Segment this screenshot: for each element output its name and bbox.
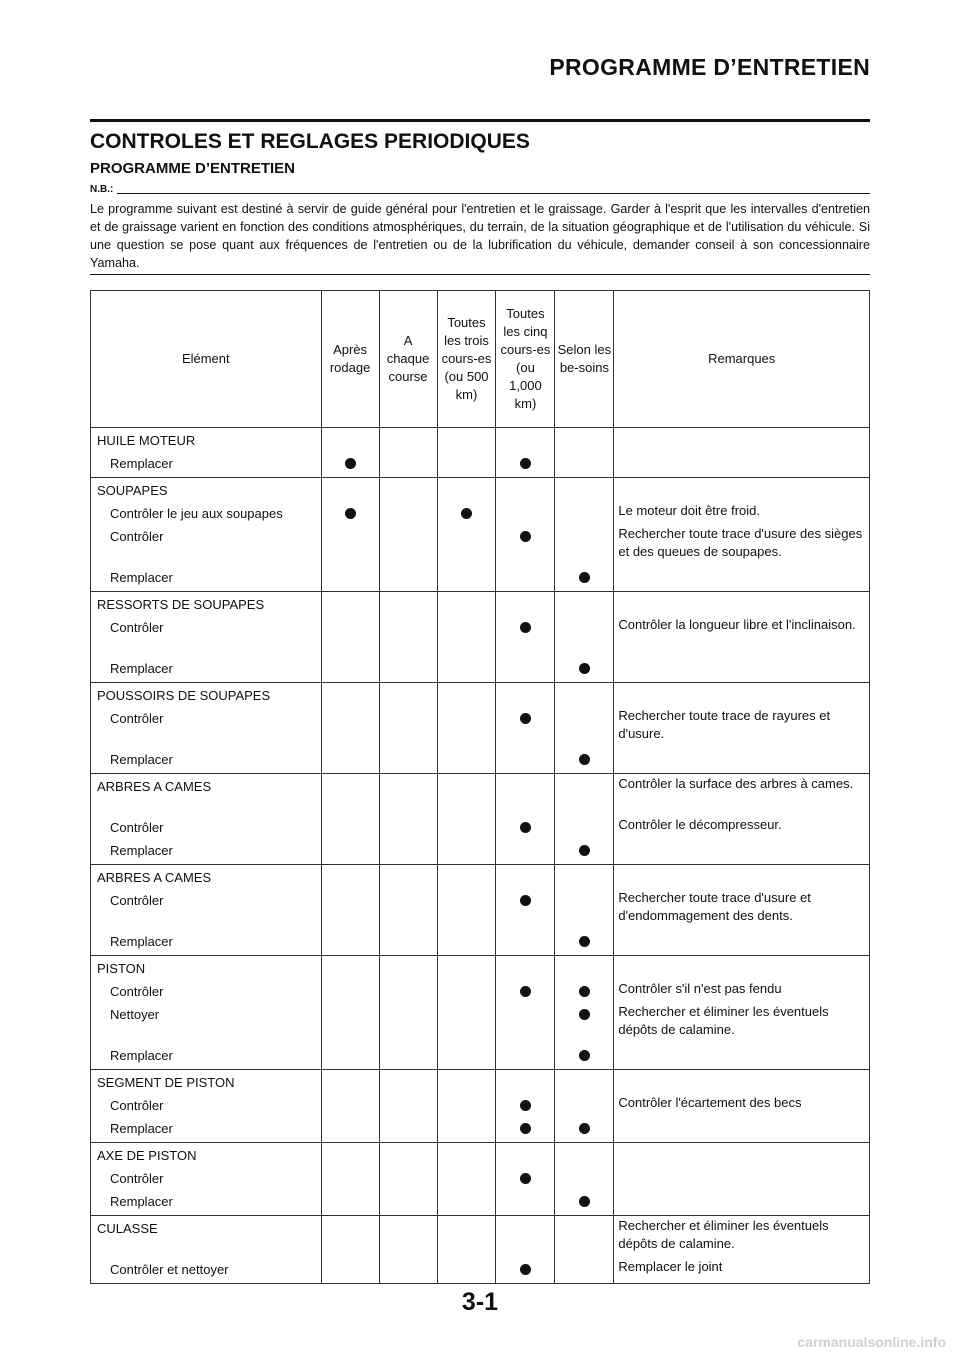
row-remark bbox=[618, 930, 865, 953]
interval-mark bbox=[520, 622, 531, 633]
group-remark bbox=[618, 593, 865, 616]
item-cell bbox=[91, 683, 322, 774]
interval-mark bbox=[579, 1050, 590, 1061]
interval-cell bbox=[321, 592, 379, 683]
item-subtask: Contrôler bbox=[110, 820, 164, 835]
row-remark: Le moteur doit être froid. bbox=[618, 503, 760, 518]
item-subtask: Contrôler et nettoyer bbox=[110, 1262, 229, 1277]
remarks-cell bbox=[614, 1143, 870, 1216]
remarks-cell bbox=[614, 428, 870, 478]
interval-cell bbox=[321, 683, 379, 774]
interval-mark bbox=[579, 1123, 590, 1134]
row-remark: Contrôler l'écartement des becs bbox=[618, 1095, 802, 1110]
table-group-row bbox=[91, 774, 870, 865]
note-bottom-rule bbox=[90, 274, 870, 275]
interval-cell bbox=[321, 865, 379, 956]
item-cell bbox=[91, 1070, 322, 1143]
interval-cell bbox=[555, 683, 614, 774]
interval-mark bbox=[520, 1100, 531, 1111]
group-remark bbox=[618, 957, 865, 980]
item-category: CULASSE bbox=[97, 1221, 158, 1236]
row-remark: Contrôler s'il n'est pas fendu bbox=[618, 981, 782, 996]
interval-cell bbox=[437, 774, 496, 865]
interval-cell bbox=[379, 956, 437, 1070]
header-remarques: Remarques bbox=[614, 291, 870, 428]
interval-cell bbox=[555, 428, 614, 478]
item-subtask: Remplacer bbox=[110, 1048, 173, 1063]
row-remark: Contrôler la longueur libre et l'inclinaison. bbox=[618, 617, 856, 632]
interval-cell bbox=[379, 1216, 437, 1284]
row-remark bbox=[618, 839, 865, 862]
interval-mark bbox=[345, 458, 356, 469]
item-cell bbox=[91, 865, 322, 956]
interval-cell bbox=[555, 478, 614, 592]
item-subtask: Remplacer bbox=[110, 456, 173, 471]
remarks-cell bbox=[614, 592, 870, 683]
group-remark bbox=[618, 1071, 865, 1094]
interval-cell bbox=[496, 428, 555, 478]
remarks-cell bbox=[614, 683, 870, 774]
interval-cell bbox=[496, 1143, 555, 1216]
item-subtask: Remplacer bbox=[110, 570, 173, 585]
interval-mark bbox=[579, 663, 590, 674]
table-group-row bbox=[91, 1070, 870, 1143]
item-subtask: Contrôler bbox=[110, 893, 164, 908]
row-remark bbox=[618, 657, 865, 680]
interval-cell bbox=[379, 1143, 437, 1216]
group-remark bbox=[618, 1144, 865, 1167]
item-subtask: Nettoyer bbox=[110, 1007, 160, 1022]
row-remark bbox=[618, 1167, 865, 1190]
item-cell bbox=[91, 774, 322, 865]
page-number: 3-1 bbox=[461, 1288, 499, 1316]
interval-mark bbox=[461, 508, 472, 519]
interval-cell bbox=[321, 1070, 379, 1143]
interval-cell bbox=[496, 1216, 555, 1284]
interval-cell bbox=[496, 1070, 555, 1143]
header-chaque-course: A chaque course bbox=[379, 291, 437, 428]
row-remark: Remplacer le joint bbox=[618, 1259, 723, 1274]
note-top-rule bbox=[90, 193, 870, 194]
table-group-row bbox=[91, 956, 870, 1070]
row-remark: Rechercher toute trace d'usure et d'endommagement des dents. bbox=[618, 890, 811, 923]
header-cinq-courses: Toutes les cinq cours-es (ou 1,000 km) bbox=[496, 291, 555, 428]
header-apres-rodage: Après rodage bbox=[321, 291, 379, 428]
interval-cell bbox=[437, 1070, 496, 1143]
item-category: RESSORTS DE SOUPAPES bbox=[97, 597, 265, 612]
subsection-title: PROGRAMME D’ENTRETIEN bbox=[90, 160, 296, 177]
header-selon-besoins: Selon les be-soins bbox=[555, 291, 614, 428]
interval-mark bbox=[579, 572, 590, 583]
interval-cell bbox=[555, 1216, 614, 1284]
interval-cell bbox=[437, 478, 496, 592]
interval-cell bbox=[555, 865, 614, 956]
interval-mark bbox=[520, 986, 531, 997]
item-subtask: Remplacer bbox=[110, 1194, 173, 1209]
table-group-row bbox=[91, 428, 870, 478]
row-remark bbox=[618, 1044, 865, 1067]
remarks-cell bbox=[614, 865, 870, 956]
item-subtask: Remplacer bbox=[110, 661, 173, 676]
item-subtask: Contrôler bbox=[110, 529, 164, 544]
interval-mark bbox=[520, 895, 531, 906]
remarks-cell bbox=[614, 1070, 870, 1143]
interval-cell bbox=[496, 683, 555, 774]
interval-cell bbox=[437, 956, 496, 1070]
item-category: SOUPAPES bbox=[97, 483, 168, 498]
table-group-row bbox=[91, 1143, 870, 1216]
page-header-title: PROGRAMME D’ENTRETIEN bbox=[549, 54, 870, 80]
row-remark bbox=[618, 748, 865, 771]
table-group-row bbox=[91, 683, 870, 774]
interval-cell bbox=[379, 865, 437, 956]
interval-cell bbox=[496, 865, 555, 956]
item-subtask: Contrôler bbox=[110, 620, 164, 635]
item-subtask: Remplacer bbox=[110, 752, 173, 767]
remarks-cell bbox=[614, 956, 870, 1070]
item-category: ARBRES A CAMES bbox=[97, 870, 212, 885]
watermark: carmanualsonline.info bbox=[797, 1334, 946, 1350]
interval-cell bbox=[555, 592, 614, 683]
row-remark bbox=[618, 1190, 865, 1213]
item-category: HUILE MOTEUR bbox=[97, 433, 196, 448]
item-cell bbox=[91, 592, 322, 683]
interval-mark bbox=[579, 986, 590, 997]
interval-cell bbox=[496, 774, 555, 865]
interval-cell bbox=[321, 478, 379, 592]
interval-mark bbox=[579, 1196, 590, 1207]
interval-cell bbox=[379, 1070, 437, 1143]
interval-cell bbox=[321, 1216, 379, 1284]
header-trois-courses: Toutes les trois cours-es (ou 500 km) bbox=[437, 291, 496, 428]
table-group-row bbox=[91, 478, 870, 592]
group-remark bbox=[618, 429, 865, 452]
interval-mark bbox=[579, 936, 590, 947]
remarks-cell bbox=[614, 1216, 870, 1284]
row-remark bbox=[618, 1117, 865, 1140]
group-remark: Contrôler la surface des arbres à cames. bbox=[618, 776, 854, 791]
item-subtask: Contrôler bbox=[110, 984, 164, 999]
table-group-row bbox=[91, 865, 870, 956]
interval-cell bbox=[321, 774, 379, 865]
item-category: AXE DE PISTON bbox=[97, 1148, 197, 1163]
interval-mark bbox=[520, 822, 531, 833]
row-remark bbox=[618, 566, 865, 589]
section-title: CONTROLES ET REGLAGES PERIODIQUES bbox=[90, 130, 530, 153]
interval-mark bbox=[520, 531, 531, 542]
interval-cell bbox=[437, 1216, 496, 1284]
interval-cell bbox=[379, 478, 437, 592]
interval-cell bbox=[555, 774, 614, 865]
interval-cell bbox=[437, 592, 496, 683]
row-remark: Rechercher toute trace d'usure des sièges et des queues de soupapes. bbox=[618, 526, 863, 559]
note-text: Le programme suivant est destiné à servir de guide général pour l'entretien et le graissage. Garder à l'esprit que les intervalles d'entretien et de graissage varient en fonction des conditions atmosphériques, du terrain, de la situation géographique et de l'utilisation du véhicule. Si une question se pose quant aux fréquences de l'entretien ou de la lubrification du véhicule, demander conseil à son concessionnaire Yamaha. bbox=[90, 202, 870, 270]
interval-mark bbox=[579, 754, 590, 765]
item-subtask: Contrôler le jeu aux soupapes bbox=[110, 506, 283, 521]
table-group-row bbox=[91, 1216, 870, 1284]
item-subtask: Remplacer bbox=[110, 934, 173, 949]
group-remark bbox=[618, 479, 865, 502]
item-cell bbox=[91, 1143, 322, 1216]
group-remark bbox=[618, 866, 865, 889]
table-body bbox=[91, 428, 870, 1284]
item-cell bbox=[91, 956, 322, 1070]
interval-mark bbox=[345, 508, 356, 519]
item-category: PISTON bbox=[97, 961, 146, 976]
interval-cell bbox=[496, 592, 555, 683]
interval-cell bbox=[555, 1143, 614, 1216]
header-rule bbox=[90, 119, 870, 122]
item-subtask: Contrôler bbox=[110, 711, 164, 726]
interval-mark bbox=[520, 1173, 531, 1184]
interval-cell bbox=[321, 956, 379, 1070]
interval-cell bbox=[379, 428, 437, 478]
interval-cell bbox=[496, 956, 555, 1070]
item-category: SEGMENT DE PISTON bbox=[97, 1075, 235, 1090]
row-remark: Rechercher toute trace de rayures et d'usure. bbox=[618, 708, 831, 741]
item-subtask: Remplacer bbox=[110, 843, 173, 858]
interval-cell bbox=[321, 1143, 379, 1216]
item-category: ARBRES A CAMES bbox=[97, 779, 212, 794]
remarks-cell bbox=[614, 478, 870, 592]
interval-cell bbox=[555, 956, 614, 1070]
interval-cell bbox=[555, 1070, 614, 1143]
interval-cell bbox=[379, 683, 437, 774]
row-remark: Contrôler le décompresseur. bbox=[618, 817, 782, 832]
header-element: Elément bbox=[91, 291, 322, 428]
interval-cell bbox=[437, 683, 496, 774]
interval-mark bbox=[579, 845, 590, 856]
interval-cell bbox=[379, 774, 437, 865]
item-cell bbox=[91, 428, 322, 478]
item-cell bbox=[91, 1216, 322, 1284]
item-category: POUSSOIRS DE SOUPAPES bbox=[97, 688, 271, 703]
interval-cell bbox=[437, 1143, 496, 1216]
table-group-row bbox=[91, 592, 870, 683]
group-remark: Rechercher et éliminer les éventuels dépôts de calamine. bbox=[618, 1218, 829, 1251]
row-remark: Rechercher et éliminer les éventuels dépôts de calamine. bbox=[618, 1004, 829, 1037]
interval-mark bbox=[520, 458, 531, 469]
interval-cell bbox=[496, 478, 555, 592]
note-label: N.B.: bbox=[90, 184, 117, 195]
table-header-row bbox=[91, 291, 870, 428]
interval-mark bbox=[520, 1123, 531, 1134]
row-remark bbox=[618, 452, 865, 475]
interval-cell bbox=[379, 592, 437, 683]
interval-mark bbox=[520, 713, 531, 724]
item-subtask: Remplacer bbox=[110, 1121, 173, 1136]
interval-cell bbox=[437, 428, 496, 478]
interval-cell bbox=[437, 865, 496, 956]
remarks-cell bbox=[614, 774, 870, 865]
group-remark bbox=[618, 684, 865, 707]
interval-mark bbox=[579, 1009, 590, 1020]
item-subtask: Contrôler bbox=[110, 1098, 164, 1113]
interval-mark bbox=[520, 1264, 531, 1275]
maintenance-table bbox=[90, 290, 870, 1284]
interval-cell bbox=[321, 428, 379, 478]
item-cell bbox=[91, 478, 322, 592]
item-subtask: Contrôler bbox=[110, 1171, 164, 1186]
